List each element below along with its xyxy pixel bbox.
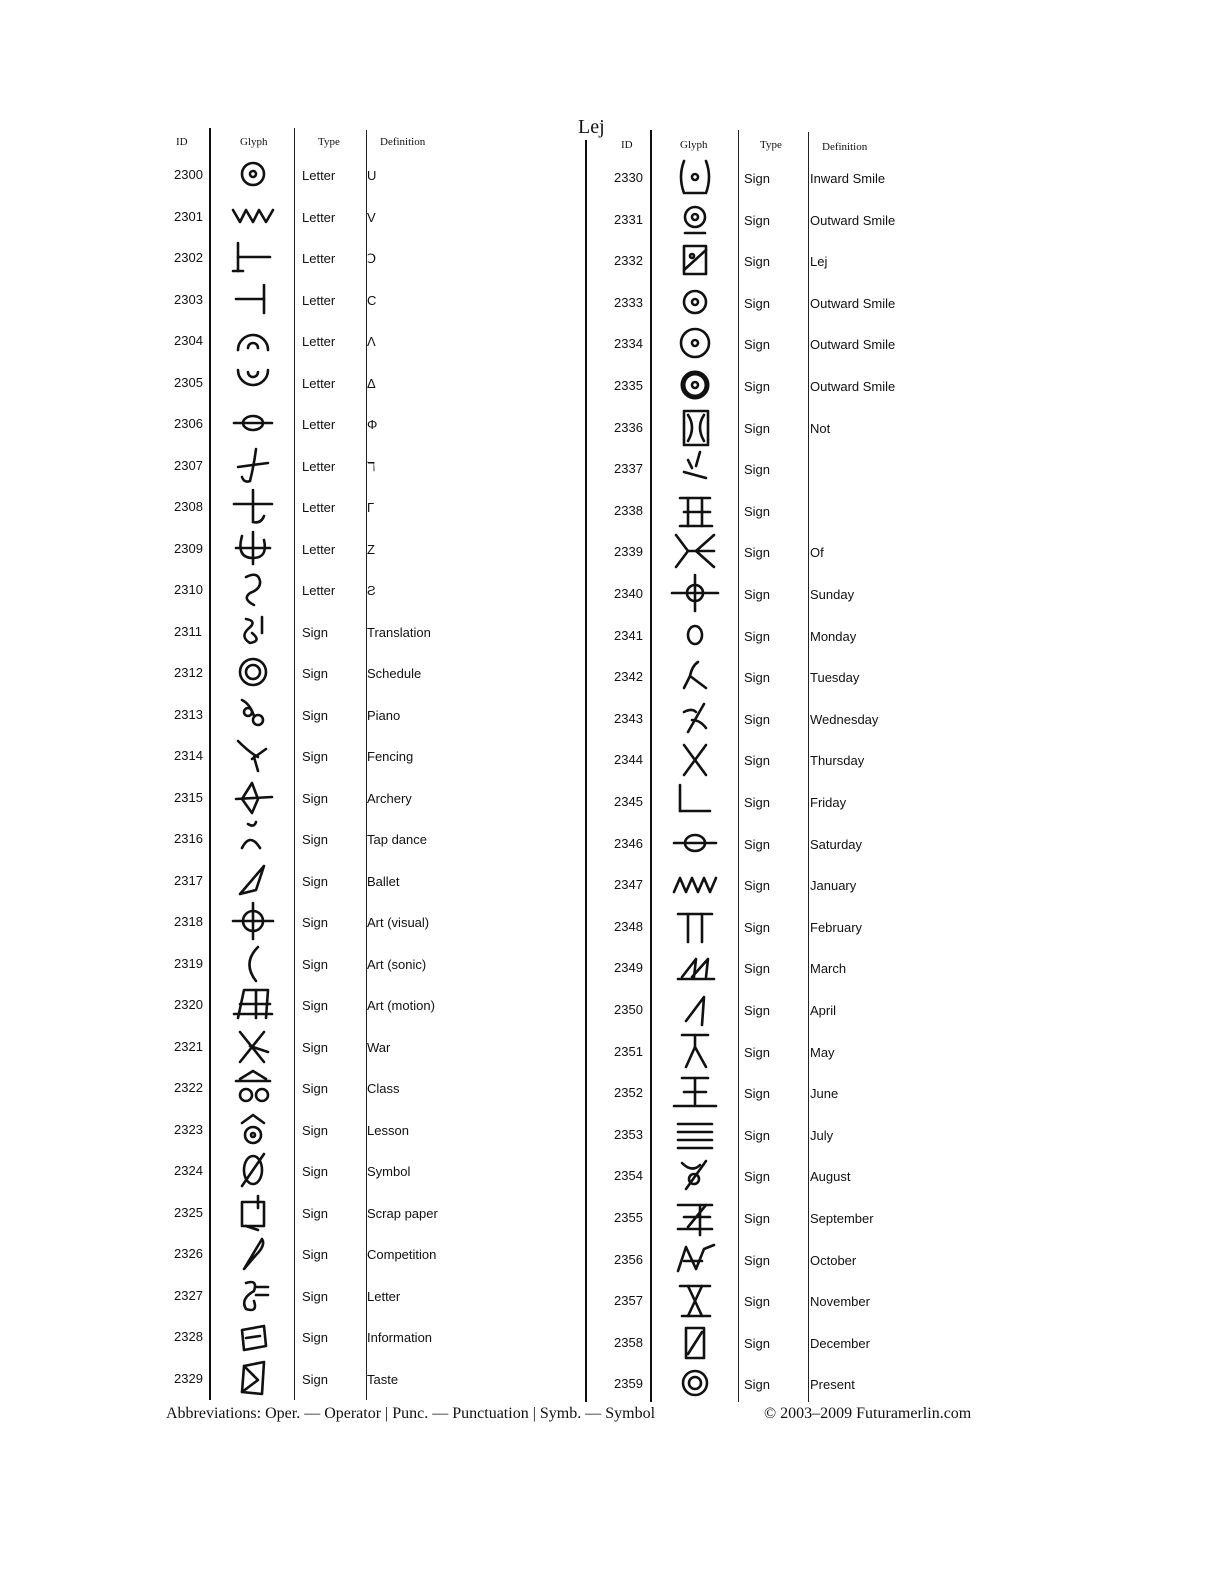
glyph-type: Sign <box>744 1335 771 1351</box>
glyph-definition: August <box>810 1169 851 1185</box>
glyph-id: 2320 <box>174 997 203 1012</box>
glyph-definition: War <box>367 1039 391 1055</box>
glyph-type: Sign <box>302 1205 329 1221</box>
glyph-id: 2312 <box>174 665 203 680</box>
glyph-definition: Z <box>367 541 375 557</box>
glyph-letter-icon <box>228 1275 278 1315</box>
glyph-id: 2340 <box>614 586 643 601</box>
glyph-id: 2330 <box>614 170 643 185</box>
glyph-id: 2323 <box>174 1121 203 1137</box>
glyph-december-icon <box>670 1322 720 1362</box>
glyph-february-icon <box>670 906 720 946</box>
glyph-definition: U <box>367 168 377 183</box>
glyph-id: 2329 <box>174 1370 203 1386</box>
glyph-definition: Information <box>367 1330 433 1345</box>
footer-abbreviations: Abbreviations: Oper. — Operator | Punc. — Punctuation | Symb. — Symbol <box>166 1405 656 1422</box>
right-header-type: Type <box>760 139 782 151</box>
glyph-type: Sign <box>744 836 771 852</box>
glyph-of-icon <box>670 531 720 571</box>
glyph-id: 2300 <box>174 167 203 182</box>
glyph-id: 2317 <box>174 872 203 888</box>
glyph-definition: Scrap paper <box>367 1205 438 1221</box>
glyph-type: Sign <box>302 790 329 806</box>
glyph-outward-smile-small-icon <box>670 199 720 239</box>
glyph-tuesday-icon <box>670 656 720 696</box>
glyph-type: Sign <box>744 1377 771 1393</box>
glyph-type: Sign <box>302 624 329 640</box>
footer <box>166 1405 972 1423</box>
glyph-id: 2354 <box>614 1168 643 1184</box>
glyph-competition-icon <box>228 1233 278 1273</box>
glyph-id: 2314 <box>174 748 203 763</box>
glyph-s-curve-icon <box>228 569 278 609</box>
glyph-definition: Thursday <box>810 753 865 769</box>
glyph-id: 2304 <box>174 333 203 348</box>
glyph-type: Sign <box>744 587 771 602</box>
glyph-type: Sign <box>744 670 771 686</box>
left-header-id: ID <box>176 136 188 148</box>
glyph-id: 2353 <box>614 1126 643 1142</box>
glyph-slash-marks-icon <box>670 448 720 488</box>
glyph-id: 2345 <box>614 794 643 809</box>
glyph-type: Letter <box>302 334 336 349</box>
glyph-slashed-zero-icon <box>228 1150 278 1190</box>
glyph-lesson-icon <box>228 1109 278 1149</box>
glyph-september-icon <box>670 1197 720 1237</box>
glyph-lej-icon <box>670 240 720 280</box>
glyph-type: Letter <box>302 209 336 225</box>
glyph-tap-dance-icon <box>228 818 278 858</box>
glyph-id: 2341 <box>614 627 643 643</box>
glyph-zigzag-icon <box>228 196 278 236</box>
glyph-id: 2301 <box>174 208 203 224</box>
glyph-definition: Art (visual) <box>367 915 430 930</box>
glyph-type: Sign <box>744 1294 771 1310</box>
glyph-id: 2334 <box>614 336 643 352</box>
page-title: Lej <box>578 116 605 138</box>
glyph-archery-icon <box>228 777 278 817</box>
glyph-arch-icon <box>228 320 278 360</box>
glyph-id: 2308 <box>174 499 203 514</box>
left-header-glyph: Glyph <box>240 136 268 148</box>
glyph-type: Sign <box>744 628 771 644</box>
glyph-type: Letter <box>302 500 336 515</box>
glyph-circle-dot-icon <box>228 154 278 194</box>
glyph-fencing-icon <box>228 735 278 775</box>
glyph-type: Sign <box>302 1164 329 1179</box>
glyph-id: 2318 <box>174 914 203 929</box>
glyph-definition: Monday <box>810 628 857 644</box>
glyph-tee-left-icon <box>228 237 278 277</box>
glyph-type: Sign <box>302 1247 329 1262</box>
glyph-type: Sign <box>744 711 771 727</box>
glyph-type: Letter <box>302 417 336 432</box>
glyph-type: Letter <box>302 292 336 308</box>
glyph-definition: April <box>810 1003 837 1018</box>
glyph-definition: Friday <box>810 795 847 810</box>
center-rule <box>585 140 587 1402</box>
glyph-present-icon <box>670 1363 720 1403</box>
glyph-definition: Not <box>810 420 831 436</box>
glyph-id: 2307 <box>174 457 203 473</box>
glyph-id: 2350 <box>614 1002 643 1017</box>
glyph-june-icon <box>670 1072 720 1112</box>
glyph-type: Sign <box>744 961 771 977</box>
glyph-type: Sign <box>302 1371 329 1387</box>
glyph-type: Letter <box>302 458 336 474</box>
glyph-definition: January <box>810 878 857 894</box>
glyph-definition: Piano <box>367 707 401 723</box>
glyph-id: 2342 <box>614 669 643 685</box>
glyph-bold-ring-icon <box>670 365 720 405</box>
glyph-id: 2356 <box>614 1251 643 1267</box>
glyph-id: 2333 <box>614 294 643 310</box>
glyph-type: Sign <box>302 873 329 889</box>
glyph-crosshair-icon <box>228 901 278 941</box>
glyph-type: Sign <box>744 1086 771 1102</box>
right-rule-id <box>650 130 652 1402</box>
left-header-definition: Definition <box>380 136 426 148</box>
glyph-may-icon <box>670 1031 720 1071</box>
glyph-id: 2349 <box>614 960 643 976</box>
glyph-id: 2313 <box>174 706 203 722</box>
glyph-definition: Φ <box>367 417 378 432</box>
glyph-type: Sign <box>744 1211 771 1226</box>
glyph-id: 2331 <box>614 211 643 227</box>
left-rule-id <box>209 128 211 1400</box>
glyph-taste-icon <box>228 1358 278 1398</box>
right-header-definition: Definition <box>822 141 868 153</box>
glyph-type: Letter <box>302 541 336 557</box>
left-header-type: Type <box>318 136 340 148</box>
glyph-id: 2305 <box>174 374 203 390</box>
glyph-id: 2335 <box>614 378 643 393</box>
glyph-definition: November <box>810 1294 870 1310</box>
glyph-id: 2358 <box>614 1334 643 1350</box>
glyph-type: Sign <box>744 1127 771 1143</box>
glyph-art-motion-icon <box>228 984 278 1024</box>
glyph-type: Letter <box>302 251 336 266</box>
right-rule-type <box>808 132 809 1402</box>
glyph-id: 2357 <box>614 1293 643 1309</box>
glyph-id: 2319 <box>174 955 203 971</box>
glyph-saturday-icon <box>670 823 720 863</box>
glyph-definition: Translation <box>367 624 431 640</box>
glyph-definition: Letter <box>367 1288 401 1304</box>
glyph-type: Sign <box>744 1252 771 1268</box>
glyph-class-icon <box>228 1067 278 1107</box>
glyph-november-icon <box>670 1280 720 1320</box>
glyph-type: Sign <box>302 1330 329 1345</box>
glyph-id: 2348 <box>614 918 643 934</box>
glyph-definition: Lej <box>810 254 828 270</box>
glyph-definition: Δ <box>367 375 376 391</box>
glyph-type: Sign <box>744 295 771 311</box>
glyph-id: 2302 <box>174 250 203 265</box>
glyph-definition: Λ <box>367 334 376 349</box>
glyph-definition: Ↄ <box>367 251 377 266</box>
glyph-wednesday-icon <box>670 698 720 738</box>
glyph-piano-icon <box>228 694 278 734</box>
glyph-type: Letter <box>302 583 336 598</box>
glyph-definition: Class <box>367 1081 400 1096</box>
glyph-definition: Of <box>810 545 824 561</box>
glyph-april-icon <box>670 989 720 1029</box>
glyph-definition: December <box>810 1335 870 1351</box>
glyph-definition: Ballet <box>367 873 400 889</box>
glyph-sunday-icon <box>670 573 720 613</box>
glyph-type: Sign <box>744 462 771 478</box>
glyph-july-icon <box>670 1114 720 1154</box>
glyph-monday-icon <box>670 615 720 655</box>
glyph-id: 2316 <box>174 831 203 846</box>
glyph-definition: Tap dance <box>367 832 427 847</box>
right-header-glyph: Glyph <box>680 139 708 151</box>
glyph-id: 2346 <box>614 835 643 851</box>
glyph-id: 2327 <box>174 1287 203 1303</box>
glyph-definition: Inward Smile <box>810 171 886 186</box>
glyph-phi-icon <box>228 403 278 443</box>
glyph-type: Letter <box>302 375 336 391</box>
glyph-type: Sign <box>744 420 771 436</box>
glyph-definition: Schedule <box>367 666 422 681</box>
glyph-id: 2336 <box>614 419 643 435</box>
glyph-inward-smile-icon <box>670 157 720 197</box>
glyph-curl-cross-icon <box>228 528 278 568</box>
glyph-type: Sign <box>744 545 771 561</box>
glyph-cross-hook-icon <box>228 486 278 526</box>
glyph-january-icon <box>670 864 720 904</box>
glyph-id: 2343 <box>614 710 643 726</box>
glyph-information-icon <box>228 1316 278 1356</box>
glyph-definition: May <box>810 1044 835 1060</box>
glyph-type: Sign <box>302 832 329 847</box>
glyph-id: 2344 <box>614 752 643 768</box>
glyph-id: 2347 <box>614 877 643 893</box>
glyph-definition: Present <box>810 1377 855 1393</box>
glyph-scrap-paper-icon <box>228 1192 278 1232</box>
glyph-id: 2339 <box>614 544 643 560</box>
glyph-definition: C <box>367 292 377 308</box>
glyph-definition: Ƨ <box>367 583 376 598</box>
glyph-thursday-icon <box>670 739 720 779</box>
glyph-type: Sign <box>744 1003 771 1018</box>
glyph-id: 2324 <box>174 1163 203 1178</box>
glyph-circle-dot-large-icon <box>670 323 720 363</box>
glyph-definition: Art (motion) <box>367 998 435 1013</box>
glyph-stacked-tees-icon <box>670 490 720 530</box>
glyph-double-circle-icon <box>228 652 278 692</box>
glyph-definition: Outward Smile <box>810 295 896 311</box>
glyph-march-icon <box>670 947 720 987</box>
glyph-type: Sign <box>302 915 329 930</box>
glyph-august-icon <box>670 1155 720 1195</box>
right-header-id: ID <box>621 139 633 151</box>
glyph-definition: September <box>810 1211 874 1226</box>
glyph-id: 2315 <box>174 789 203 805</box>
glyph-type: Sign <box>744 1044 771 1060</box>
glyph-definition: Outward Smile <box>810 337 896 353</box>
glyph-id: 2359 <box>614 1376 643 1392</box>
glyph-definition: March <box>810 961 847 977</box>
left-rule-glyph <box>294 128 295 1400</box>
glyph-id: 2338 <box>614 502 643 518</box>
glyph-type: Sign <box>302 749 329 764</box>
glyph-definition: Γ <box>367 500 375 515</box>
glyph-id: 2325 <box>174 1204 203 1220</box>
glyph-id: 2322 <box>174 1080 203 1095</box>
glyph-type: Sign <box>744 337 771 353</box>
glyph-definition: June <box>810 1086 839 1102</box>
glyph-id: 2303 <box>174 291 203 307</box>
glyph-definition: Lesson <box>367 1122 409 1138</box>
glyph-war-icon <box>228 1026 278 1066</box>
glyph-type: Sign <box>302 666 329 681</box>
glyph-definition: February <box>810 919 863 935</box>
glyph-type: Sign <box>744 919 771 935</box>
glyph-tee-right-icon <box>228 279 278 319</box>
glyph-type: Sign <box>302 1288 329 1304</box>
glyph-paren-icon <box>228 943 278 983</box>
glyph-definition: ℸ <box>367 458 376 474</box>
glyph-definition: V <box>367 209 376 225</box>
glyph-type: Sign <box>744 254 771 270</box>
glyph-type: Sign <box>744 753 771 769</box>
glyph-october-icon <box>670 1239 720 1279</box>
glyph-type: Sign <box>302 1122 329 1138</box>
glyph-id: 2306 <box>174 416 203 431</box>
glyph-type: Sign <box>302 707 329 723</box>
glyph-id: 2321 <box>174 1038 203 1054</box>
glyph-id: 2326 <box>174 1246 203 1261</box>
glyph-type: Sign <box>302 1081 329 1096</box>
glyph-type: Sign <box>302 956 329 972</box>
glyph-id: 2355 <box>614 1210 643 1225</box>
glyph-definition: Tuesday <box>810 670 860 686</box>
glyph-circle-dot-icon <box>670 282 720 322</box>
glyph-definition: Taste <box>367 1371 399 1387</box>
glyph-hook-cross-icon <box>228 445 278 485</box>
glyph-not-icon <box>670 407 720 447</box>
glyph-id: 2311 <box>174 623 202 639</box>
glyph-cup-icon <box>228 362 278 402</box>
glyph-type: Letter <box>302 168 336 183</box>
glyph-translation-icon <box>228 611 278 651</box>
glyph-definition: Fencing <box>367 749 414 764</box>
glyph-definition: Saturday <box>810 836 863 852</box>
glyph-type: Sign <box>744 379 771 394</box>
glyph-id: 2332 <box>614 253 643 269</box>
glyph-definition: Wednesday <box>810 711 879 727</box>
glyph-definition: Archery <box>367 790 412 806</box>
glyph-id: 2352 <box>614 1085 643 1101</box>
glyph-definition: Symbol <box>367 1164 411 1179</box>
glyph-type: Sign <box>744 503 771 519</box>
glyph-friday-icon <box>670 781 720 821</box>
glyph-type: Sign <box>744 1169 771 1185</box>
glyph-definition: October <box>810 1252 857 1268</box>
glyph-type: Sign <box>744 878 771 894</box>
glyph-type: Sign <box>744 212 771 228</box>
footer-copyright: © 2003–2009 Futuramerlin.com <box>764 1405 972 1422</box>
glyph-definition: July <box>810 1127 834 1143</box>
glyph-definition: Outward Smile <box>810 379 896 394</box>
glyph-type: Sign <box>744 795 771 810</box>
glyph-definition: Sunday <box>810 587 855 602</box>
glyph-ballet-icon <box>228 860 278 900</box>
glyph-id: 2309 <box>174 540 203 556</box>
glyph-type: Sign <box>302 998 329 1013</box>
right-rule-glyph <box>738 130 739 1402</box>
glyph-id: 2337 <box>614 461 643 477</box>
glyph-id: 2351 <box>614 1043 643 1059</box>
glyph-id: 2328 <box>174 1329 203 1344</box>
glyph-type: Sign <box>744 171 771 186</box>
glyph-definition: Art (sonic) <box>367 956 427 972</box>
glyph-definition: Competition <box>367 1247 437 1262</box>
glyph-id: 2310 <box>174 582 203 597</box>
glyph-definition: Outward Smile <box>810 212 896 228</box>
glyph-type: Sign <box>302 1039 329 1055</box>
